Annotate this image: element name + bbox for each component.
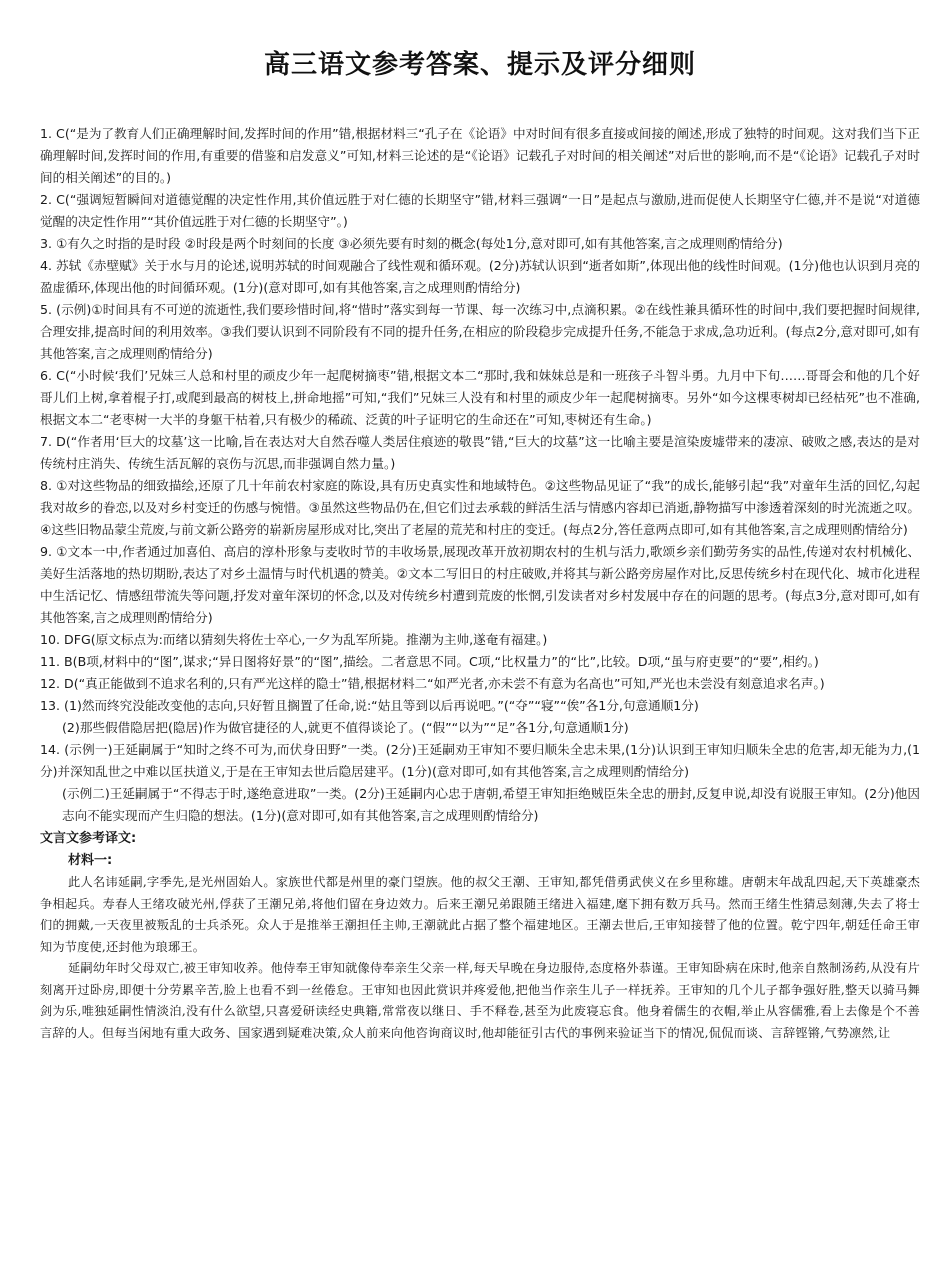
answer-4: 4. 苏轼《赤壁赋》关于水与月的论述,说明苏轼的时间观融合了线性观和循环观。(2分)苏轼认识到“逝者如斯”,体现出他的线性时间观。(1分)他也认识到月亮的盈虚循环,体现出他的时间循环观。(1分)(意对即可,如有其他答案,言之成理则酌情给分) bbox=[40, 258, 920, 295]
answer-14-example-2: (示例二)王延嗣属于“不得志于时,遂绝意进取”一类。(2分)王延嗣内心忠于唐朝,希望王审知拒绝贼臣朱全忠的册封,反复申说,却没有说服王审知。(2分)他因志向不能实现而产生归隐的想法。(1分)(意对即可,如有其他答案,言之成理则酌情给分) bbox=[62, 786, 920, 823]
answer-7: 7. D(“作者用‘巨大的坟墓’这一比喻,旨在表达对大自然吞噬人类居住痕迹的敬畏”错,“巨大的坟墓”这一比喻主要是渲染废墟带来的凄凉、破败之感,表达的是对传统村庄消失、传统生活瓦解的哀伤与沉思,而非强调自然力量。) bbox=[40, 434, 920, 471]
answer-14-example-1: 14. (示例一)王延嗣属于“知时之终不可为,而伏身田野”一类。(2分)王延嗣劝王审知不要归顺朱全忠未果,(1分)认识到王审知归顺朱全忠的危害,却无能为力,(1分)并深知乱世之中难以匡扶道义,于是在王审知去世后隐居建平。(1分)(意对即可,如有其他答案,言之成理则酌情给分) bbox=[40, 742, 920, 779]
page-title: 高三语文参考答案、提示及评分细则 bbox=[263, 50, 696, 80]
answer-10: 10. DFG(原文标点为:而绪以猜刻失将佐士卒心,一夕为乱军所毙。推潮为主帅,遂奄有福建。) bbox=[40, 632, 548, 647]
answer-13-2: (2)那些假借隐居把(隐居)作为做官捷径的人,就更不值得谈论了。(“假”“以为”“足”各1分,句意通顺1分) bbox=[62, 720, 629, 735]
translation-heading: 文言文参考译文: bbox=[40, 831, 137, 846]
answer-1: 1. C(“是为了教育人们正确理解时间,发挥时间的作用”错,根据材料三“孔子在《论语》中对时间有很多直接或间接的阐述,形成了独特的时间观。这对我们当下正确理解时间,发挥时间的作用,有重要的借鉴和启发意义”可知,材料三论述的是“《论语》记载孔子对时间的相关阐述”对后世的影响,而不是“《论语》记载孔子对时间的相关阐述”的目的。) bbox=[40, 126, 920, 185]
answer-2: 2. C(“强调短暂瞬间对道德觉醒的决定性作用,其价值远胜于对仁德的长期坚守”错,材料三强调“一日”是起点与激励,进而促使人长期坚守仁德,并不是说“对道德觉醒的决定性作用”“其价值远胜于对仁德的长期坚守”。) bbox=[40, 192, 920, 229]
answer-13-1: 13. (1)然而终究没能改变他的志向,只好暂且搁置了任命,说:“姑且等到以后再说吧。”(“夺”“寝”“俟”各1分,句意通顺1分) bbox=[40, 698, 699, 713]
answer-8: 8. ①对这些物品的细致描绘,还原了几十年前农村家庭的陈设,具有历史真实性和地域特色。②这些物品见证了“我”的成长,能够引起“我”对童年生活的回忆,勾起我对故乡的眷恋,以及对乡村变迁的伤感与惋惜。③虽然这些物品仍在,但它们过去承载的鲜活生活与情感内容却已消逝,静物描写中渗透着深刻的时光流逝之叹。④这些旧物品蒙尘荒废,与前文新公路旁的崭新房屋形成对比,突出了老屋的荒芜和村庄的变迁。(每点2分,答任意两点即可,如有其他答案,言之成理则酌情给分) bbox=[40, 478, 920, 537]
material-one-heading: 材料一: bbox=[68, 853, 113, 868]
answer-11: 11. B(B项,材料中的“图”,谋求;“异日图将好景”的“图”,描绘。二者意思不同。C项,“比权量力”的“比”,比较。D项,“虽与府吏要”的“要”,相约。) bbox=[40, 654, 819, 669]
answer-3: 3. ①有久之时指的是时段 ②时段是两个时刻间的长度 ③必须先要有时刻的概念(每处1分,意对即可,如有其他答案,言之成理则酌情给分) bbox=[40, 236, 783, 251]
answer-12: 12. D(“真正能做到不追求名利的,只有严光这样的隐士”错,根据材料二“如严光者,亦未尝不有意为名高也”可知,严光也未尝没有刻意追求名声。) bbox=[40, 676, 825, 691]
answer-6: 6. C(“小时候‘我们’兄妹三人总和村里的顽皮少年一起爬树摘枣”错,根据文本二“那时,我和妹妹总是和一班孩子斗智斗勇。九月中下旬……哥哥会和他的几个好哥儿们上树,拿着棍子打,或爬到最高的树枝上,拼命地摇”可知,“我们”兄妹三人没有和村里的顽皮少年一起爬树摘枣。另外“如今这棵枣树却已经枯死”也不准确,根据文本二“老枣树一大半的身躯干枯着,只有极少的稀疏、泛黄的叶子证明它的生命还在”可知,枣树还有生命。) bbox=[40, 368, 920, 427]
answer-list bbox=[40, 123, 920, 827]
answer-9: 9. ①文本一中,作者通过加喜伯、高启的淳朴形象与麦收时节的丰收场景,展现改革开放初期农村的生机与活力,歌颂乡亲们勤劳务实的品性,传递对农村机械化、美好生活落地的热切期盼,表达了对乡土温情与时代机遇的赞美。②文本二写旧日的村庄破败,并将其与新公路旁房屋作对比,反思传统乡村在现代化、城市化进程中生活记忆、情感纽带流失等问题,抒发对童年深切的怀念,以及对传统乡村遭到荒废的怅惘,引发读者对乡村发展中存在的问题的思考。(每点3分,意对即可,如有其他答案,言之成理则酌情给分) bbox=[40, 544, 920, 625]
translation-paragraph-1: 此人名讳延嗣,字季先,是光州固始人。家族世代都是州里的豪门望族。他的叔父王潮、王审知,都凭借勇武侠义在乡里称雄。唐朝末年战乱四起,天下英雄豪杰争相起兵。寿春人王绪攻破光州,俘获了王潮兄弟,将他们留在身边效力。后来王潮兄弟跟随王绪进入福建,麾下拥有数万兵马。然而王绪生性猜忌刻薄,失去了将士们的拥戴,一天夜里被叛乱的士兵杀死。众人于是推举王潮担任主帅,王潮就此占据了整个福建地区。王潮去世后,王审知接替了他的位置。乾宁四年,朝廷任命王审知为节度使,还封他为琅琊王。 bbox=[40, 875, 920, 954]
answer-5: 5. (示例)①时间具有不可逆的流逝性,我们要珍惜时间,将“惜时”落实到每一节课、每一次练习中,点滴积累。②在线性兼具循环性的时间中,我们要把握时间规律,合理安排,提高时间的利用效率。③我们要认识到不同阶段有不同的提升任务,在相应的阶段稳步完成提升任务,不能急于求成,急功近利。(每点2分,意对即可,如有其他答案,言之成理则酌情给分) bbox=[40, 302, 920, 361]
translation-paragraph-2: 延嗣幼年时父母双亡,被王审知收养。他侍奉王审知就像侍奉亲生父亲一样,每天早晚在身边服侍,态度格外恭谨。王审知卧病在床时,他亲自熬制汤药,从没有片刻离开过卧房,即便十分劳累辛苦,脸上也看不到一丝倦怠。王审知也因此赏识并疼爱他,把他当作亲生儿子一样抚养。王审知的几个儿子都争强好胜,整天以骑马舞剑为乐,唯独延嗣性情淡泊,没有什么欲望,只喜爱研读经史典籍,常常夜以继日、手不释卷,甚至为此废寝忘食。他身着儒生的衣帽,举止从容儒雅,看上去像是个不善言辞的人。但每当闲地有重大政务、国家遇到疑难决策,众人前来向他咨询商议时,他却能征引古代的事例来验证当下的情况,侃侃而谈、言辞铿锵,气势凛然,让 bbox=[40, 961, 920, 1040]
